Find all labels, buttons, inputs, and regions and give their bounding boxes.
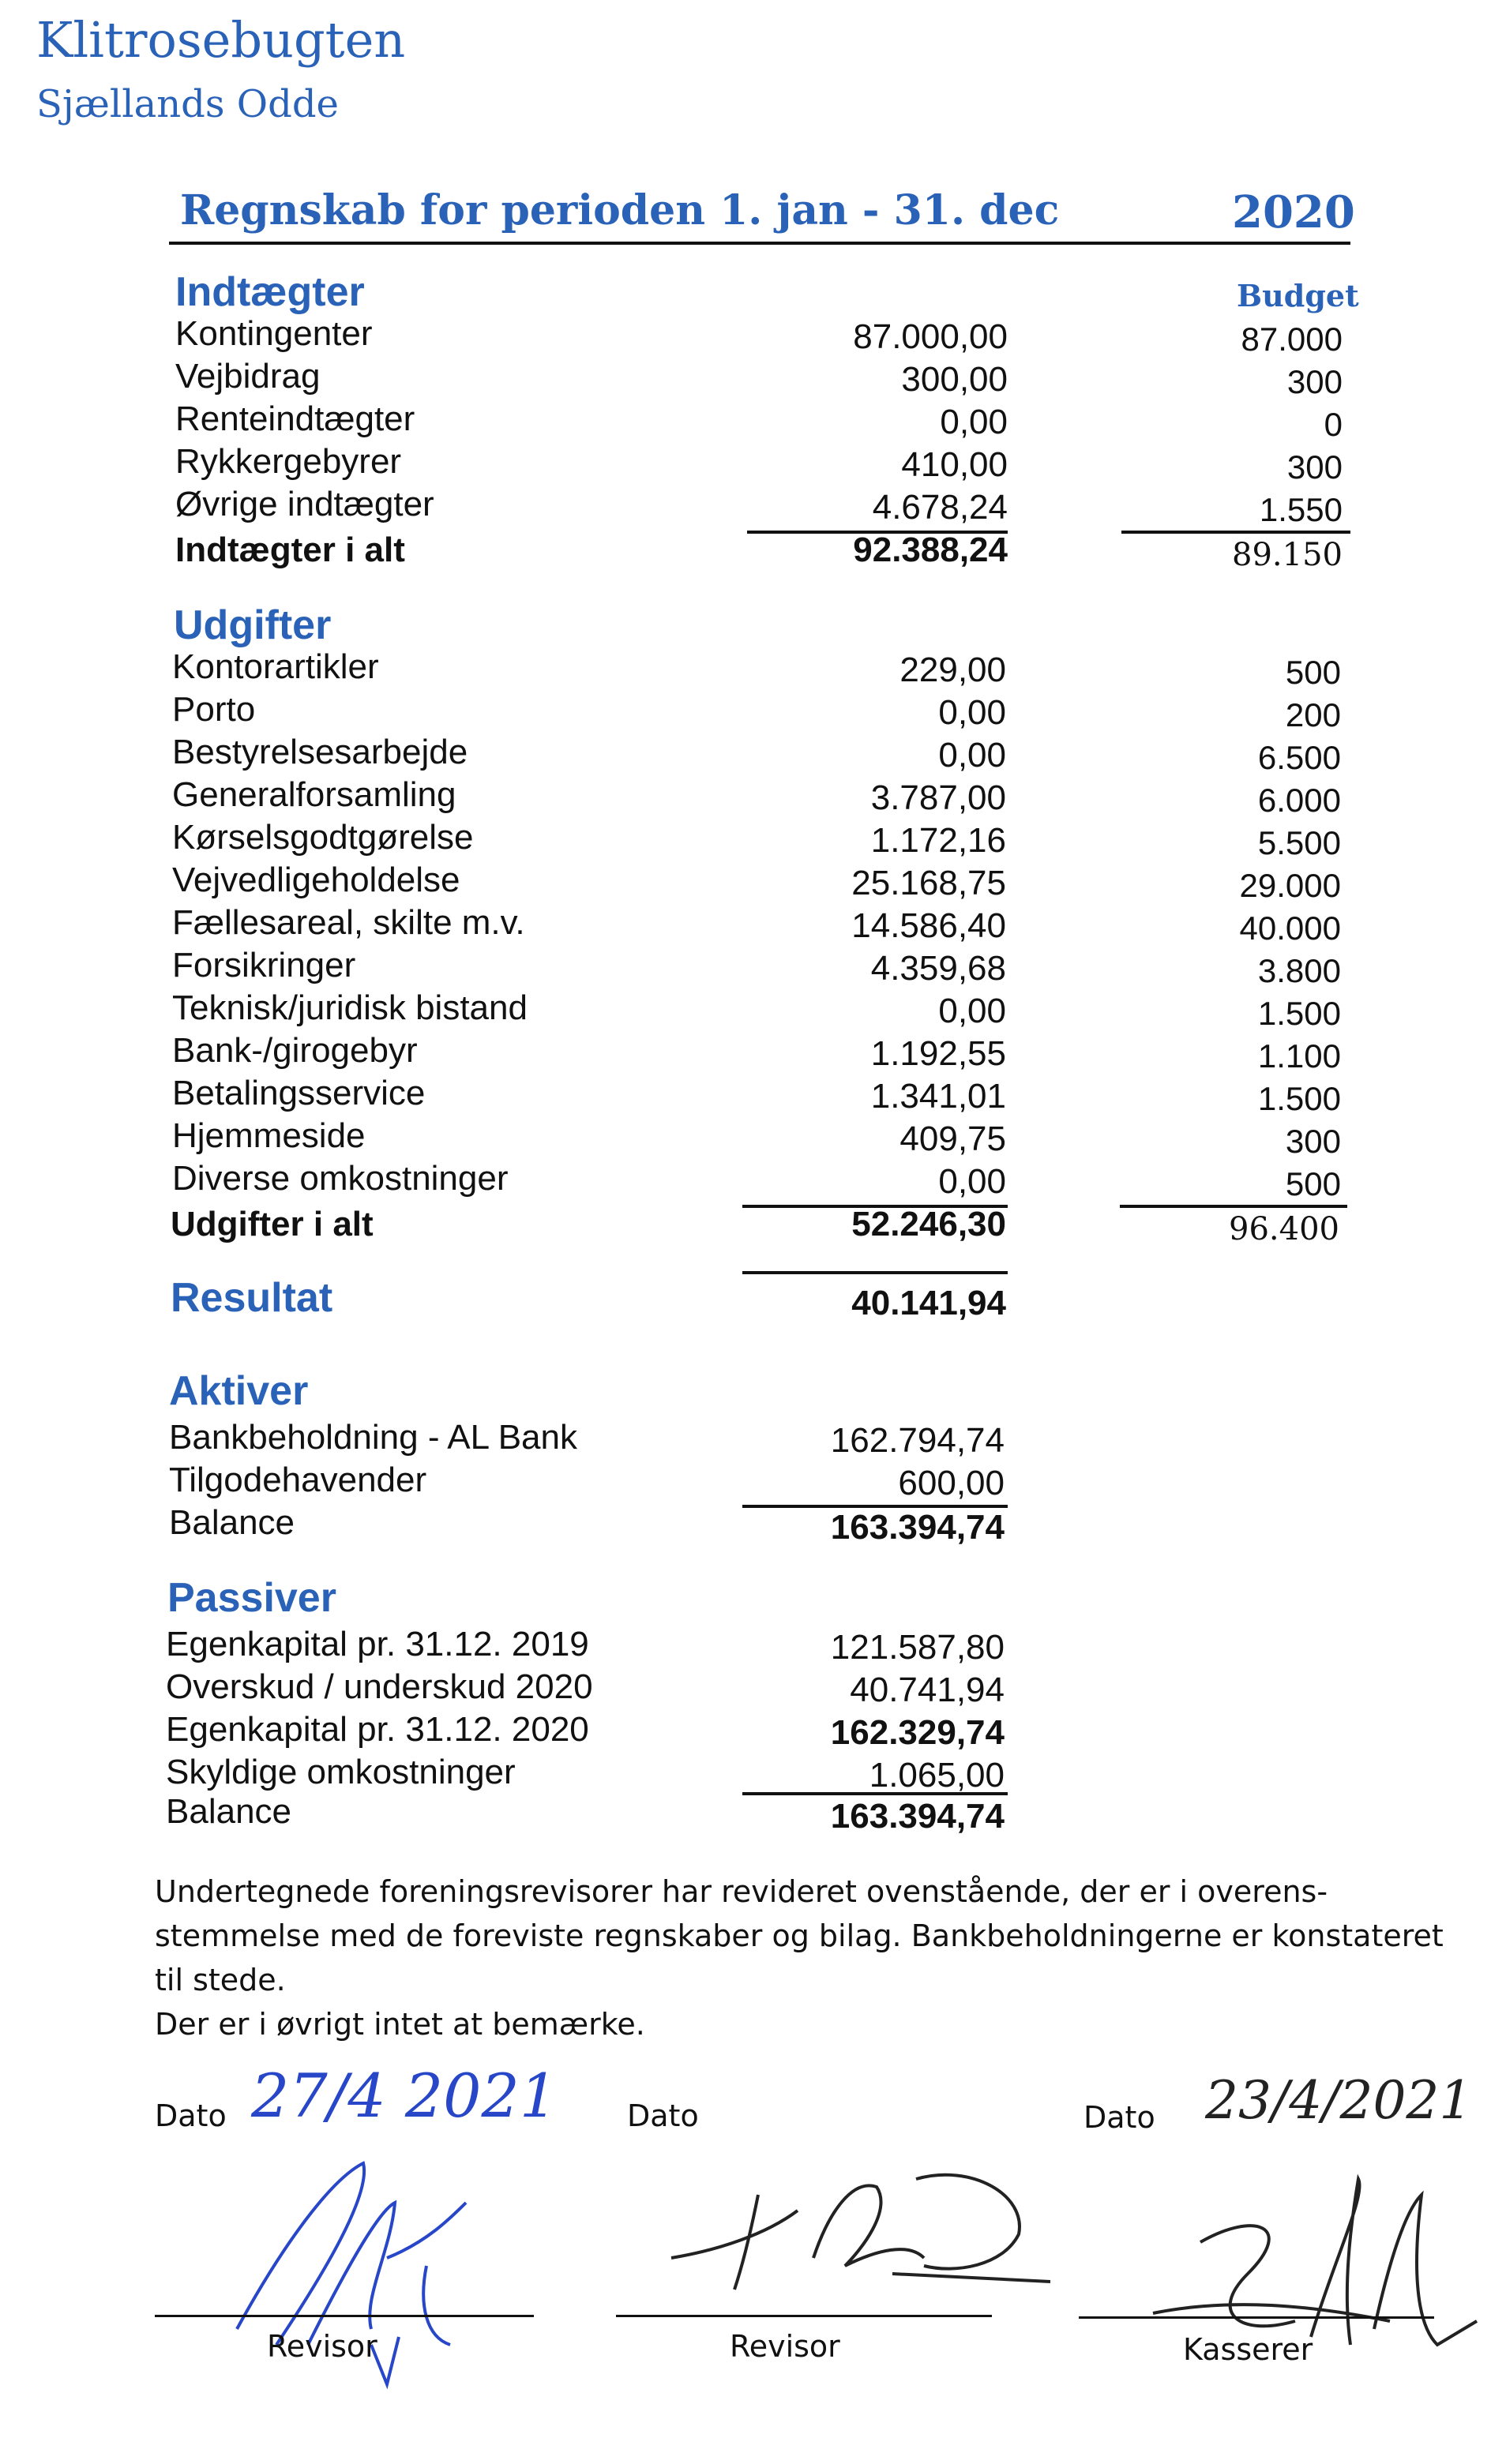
asset-row-label: Tilgodehavender [169, 1461, 427, 1499]
income-row-budget: 87.000 [1241, 321, 1343, 358]
income-budget-rule [1121, 531, 1350, 534]
date-label-2: Dato [627, 2098, 699, 2133]
expense-row-amount: 3.787,00 [870, 778, 1006, 817]
result-amount: 40.141,94 [851, 1284, 1006, 1322]
expense-row-budget: 29.000 [1239, 867, 1341, 904]
income-row-budget: 1.550 [1259, 491, 1343, 528]
income-row-budget: 300 [1286, 363, 1343, 400]
title-underline [169, 242, 1350, 245]
expense-row-label: Hjemmeside [172, 1116, 366, 1155]
liability-row-amount: 162.329,74 [830, 1713, 1005, 1752]
asset-row-amount: 162.794,74 [830, 1421, 1005, 1460]
liabilities-heading: Passiver [167, 1575, 336, 1621]
expense-row-budget: 6.500 [1257, 739, 1341, 776]
liability-row-label: Egenkapital pr. 31.12. 2020 [166, 1710, 589, 1749]
expense-row-budget: 5.500 [1257, 824, 1341, 861]
expense-row-budget: 300 [1285, 1123, 1341, 1160]
role-label-2: Revisor [730, 2329, 840, 2364]
expense-row-budget: 1.500 [1257, 995, 1341, 1032]
signature-line-1 [155, 2315, 534, 2317]
report-title: Regnskab for perioden 1. jan - 31. dec [180, 186, 1060, 234]
liability-row-label: Egenkapital pr. 31.12. 2019 [166, 1625, 589, 1663]
statement-line-4: Der er i øvrigt intet at bemærke. [155, 2007, 645, 2042]
income-row-budget: 300 [1286, 448, 1343, 486]
expense-row-budget: 3.800 [1257, 952, 1341, 989]
expense-row-amount: 229,00 [899, 651, 1006, 689]
asset-row-label: Bankbeholdning - AL Bank [169, 1418, 577, 1457]
expense-row-amount: 25.168,75 [851, 864, 1006, 902]
budget-heading: Budget [1237, 278, 1359, 313]
liability-row-amount: 1.065,00 [869, 1756, 1005, 1795]
expense-row-label: Generalforsamling [172, 775, 456, 814]
expense-row-amount: 409,75 [899, 1119, 1006, 1158]
expense-row-label: Kørselsgodtgørelse [172, 818, 474, 857]
statement-line-3: til stede. [155, 1963, 286, 1997]
statement-line-1: Undertegnede foreningsrevisorer har revideret ovenstående, der er i overens- [155, 1874, 1328, 1909]
liabilities-total-amount: 163.394,74 [830, 1797, 1005, 1836]
assets-total-amount: 163.394,74 [830, 1508, 1005, 1547]
revisor-2-signature [655, 2163, 1066, 2305]
income-row-label: Kontingenter [175, 314, 373, 353]
income-total-label: Indtægter i alt [175, 531, 405, 569]
expense-row-label: Bestyrelsesarbejde [172, 733, 468, 771]
expense-row-budget: 6.000 [1257, 782, 1341, 819]
assets-heading: Aktiver [169, 1368, 309, 1414]
expense-row-amount: 0,00 [938, 736, 1006, 774]
income-row-label: Øvrige indtægter [175, 485, 434, 523]
expense-row-label: Bank-/girogebyr [172, 1031, 418, 1070]
expenses-total-budget: 96.400 [1229, 1211, 1339, 1247]
expense-row-amount: 0,00 [938, 992, 1006, 1030]
income-row-amount: 300,00 [901, 360, 1008, 399]
expense-row-label: Forsikringer [172, 946, 356, 984]
date-value-3: 23/4/2021 [1205, 2070, 1473, 2131]
income-row-amount: 0,00 [940, 403, 1008, 441]
income-total-budget: 89.150 [1232, 537, 1343, 573]
expense-row-label: Teknisk/juridisk bistand [172, 988, 528, 1027]
org-name: Klitrosebugten [36, 11, 406, 69]
date-label-3: Dato [1083, 2100, 1155, 2135]
expense-row-budget: 500 [1285, 1165, 1341, 1202]
asset-row-amount: 600,00 [898, 1464, 1005, 1502]
signature-line-2 [616, 2315, 992, 2317]
role-label-3: Kasserer [1183, 2332, 1313, 2367]
income-row-label: Vejbidrag [175, 357, 321, 396]
expense-row-amount: 14.586,40 [851, 906, 1006, 945]
liabilities-total-label: Balance [166, 1792, 292, 1831]
expense-row-amount: 0,00 [938, 693, 1006, 732]
statement-line-2: stemmelse med de foreviste regnskaber og bilag. Bankbeholdningerne er konstateret [155, 1918, 1444, 1953]
liability-row-amount: 40.741,94 [850, 1671, 1005, 1709]
expenses-heading: Udgifter [174, 602, 332, 648]
expense-row-amount: 0,00 [938, 1162, 1006, 1201]
expense-row-amount: 1.192,55 [870, 1034, 1006, 1073]
expense-row-label: Kontorartikler [172, 647, 379, 686]
result-label: Resultat [171, 1275, 333, 1321]
liability-row-label: Overskud / underskud 2020 [166, 1667, 593, 1706]
result-rule [742, 1271, 1008, 1274]
expense-row-amount: 1.341,01 [870, 1077, 1006, 1116]
expense-row-label: Fællesareal, skilte m.v. [172, 903, 525, 942]
income-row-label: Renteindtægter [175, 399, 415, 438]
signature-line-3 [1079, 2316, 1434, 2319]
expense-row-budget: 500 [1285, 654, 1341, 691]
expenses-total-amount: 52.246,30 [851, 1205, 1006, 1243]
expense-row-label: Diverse omkostninger [172, 1159, 509, 1198]
expense-row-budget: 1.500 [1257, 1080, 1341, 1117]
expense-row-label: Betalingsservice [172, 1074, 426, 1112]
expense-row-budget: 200 [1285, 696, 1341, 733]
expenses-total-label: Udgifter i alt [171, 1205, 374, 1243]
expense-row-amount: 4.359,68 [870, 949, 1006, 988]
org-location: Sjællands Odde [36, 82, 339, 126]
income-heading: Indtægter [175, 269, 365, 315]
role-label-1: Revisor [267, 2329, 377, 2364]
income-row-amount: 410,00 [901, 445, 1008, 484]
income-row-amount: 87.000,00 [853, 317, 1008, 356]
liability-row-label: Skyldige omkostninger [166, 1753, 516, 1791]
expense-row-budget: 40.000 [1239, 909, 1341, 947]
income-total-amount: 92.388,24 [853, 531, 1008, 569]
income-row-budget: 0 [1324, 406, 1343, 443]
income-row-label: Rykkergebyrer [175, 442, 402, 481]
date-label-1: Dato [155, 2098, 227, 2133]
expense-row-amount: 1.172,16 [870, 821, 1006, 860]
date-value-1: 27/4 2021 [251, 2061, 558, 2131]
expense-row-label: Vejvedligeholdelse [172, 861, 460, 899]
report-year: 2020 [1232, 186, 1355, 238]
expense-row-label: Porto [172, 690, 256, 729]
income-row-amount: 4.678,24 [872, 488, 1008, 527]
assets-total-label: Balance [169, 1503, 295, 1542]
expense-row-budget: 1.100 [1257, 1037, 1341, 1074]
liability-row-amount: 121.587,80 [830, 1628, 1005, 1667]
expenses-budget-rule [1120, 1205, 1347, 1208]
